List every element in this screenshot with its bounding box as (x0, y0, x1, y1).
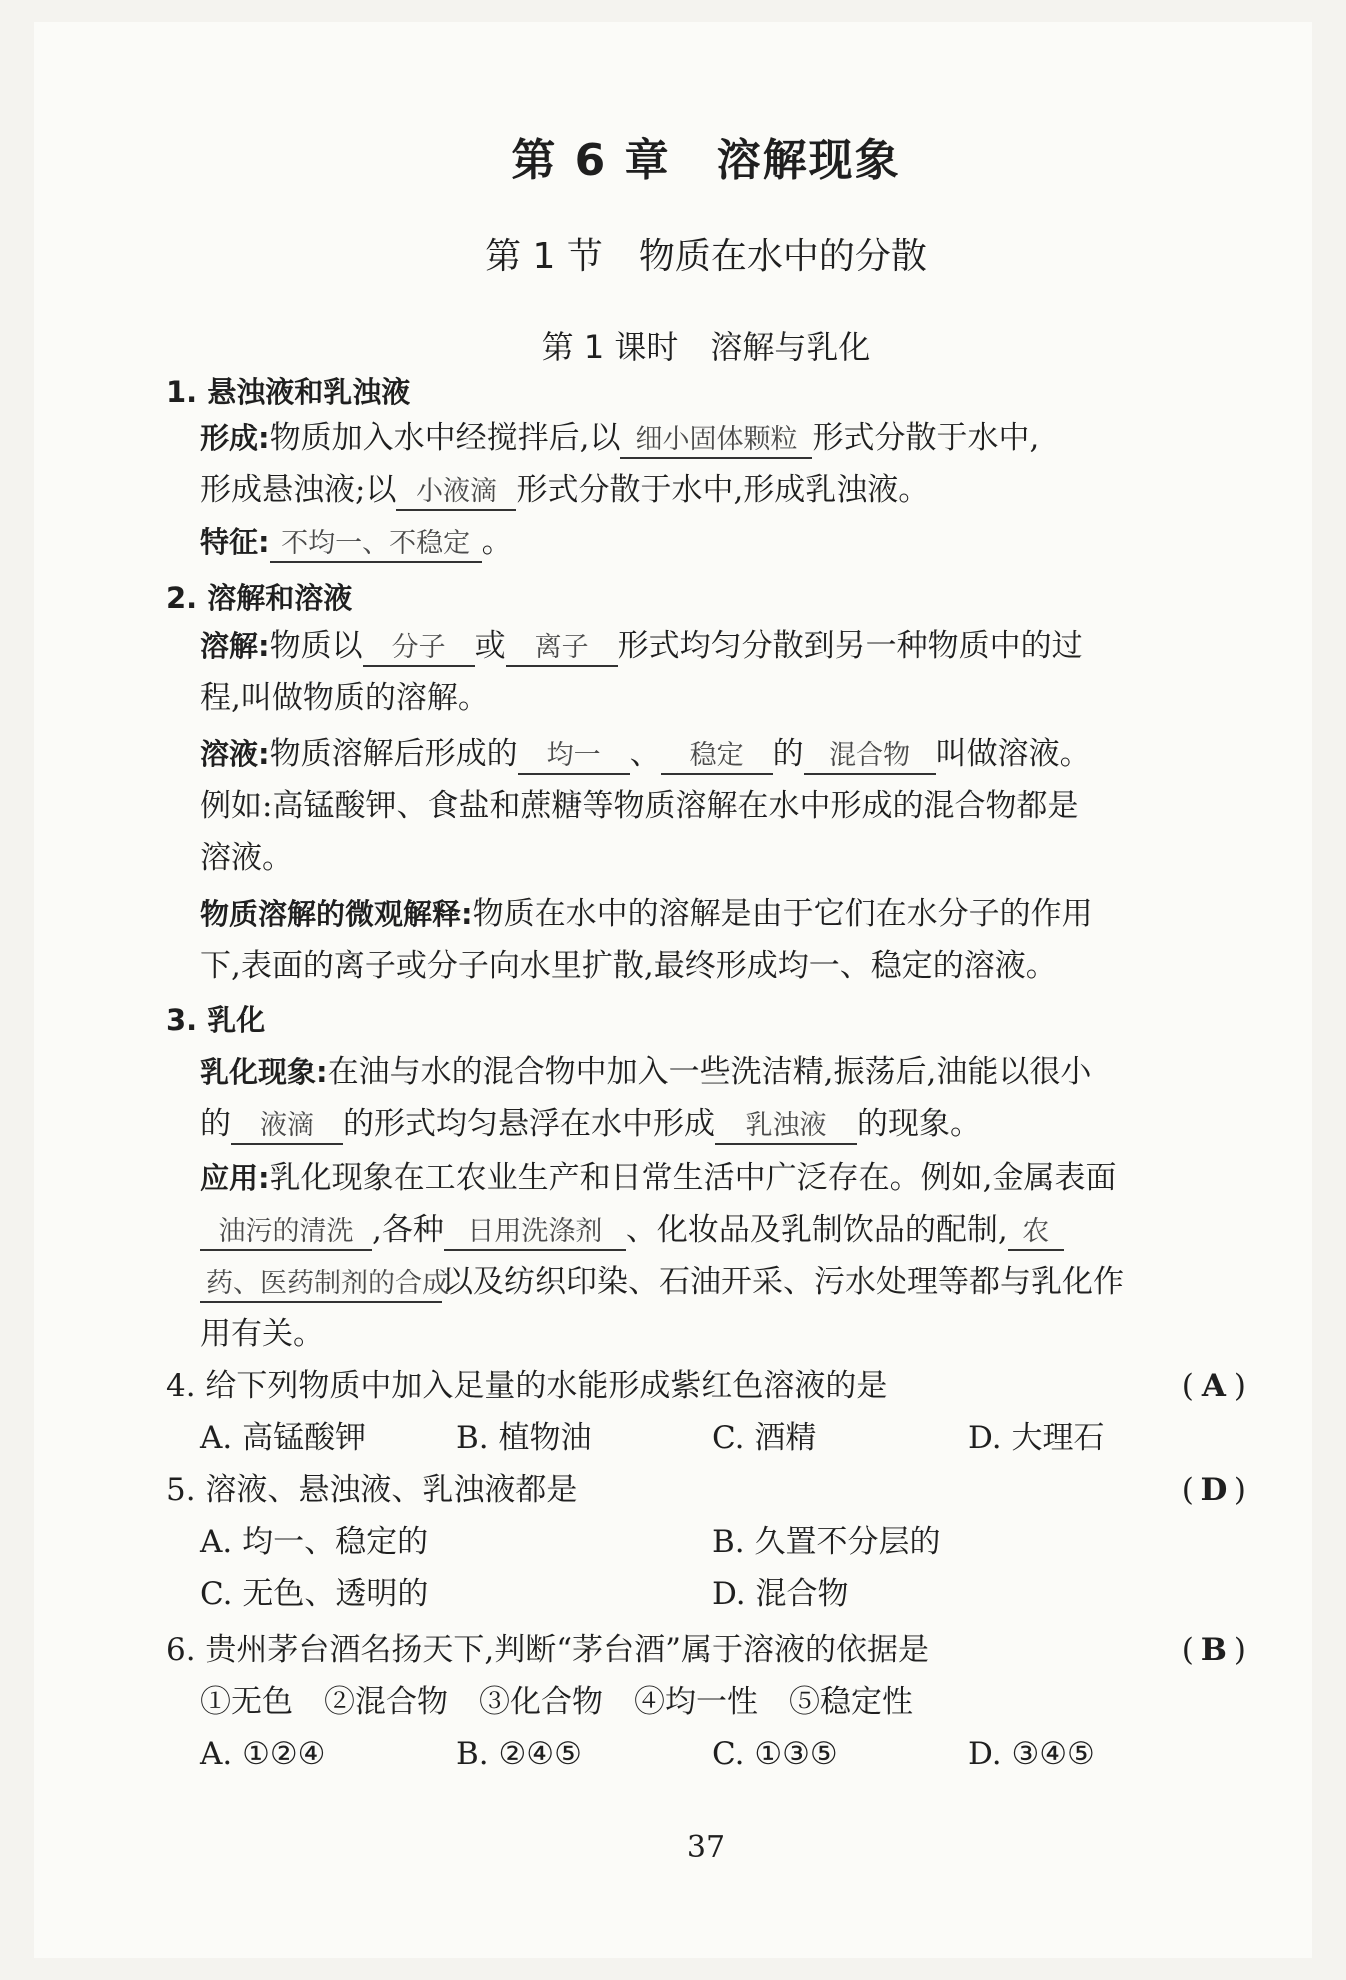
q6-stem: 6. 贵州茅台酒名扬天下,判断“茅台酒”属于溶液的依据是 (166, 1632, 929, 1668)
text: 物质加入水中经搅拌后,以 (269, 420, 621, 456)
chapter-title: 第 6 章 溶解现象 (511, 135, 901, 186)
text: 物质在水中的溶解是由于它们在水分子的作用 (472, 896, 1093, 932)
answer-letter: D (1200, 1472, 1228, 1508)
lesson-title: 第 1 课时 溶解与乳化 (541, 328, 871, 366)
text: 形式分散于水中, (812, 420, 1040, 456)
text: 以及纺织印染、石油开采、污水处理等都与乳化作 (442, 1264, 1124, 1300)
phenomenon-label: 乳化现象: (200, 1055, 328, 1089)
text: 形式均匀分散到另一种物质中的过 (617, 628, 1083, 664)
q5-option-b: B. 久置不分层的 (712, 1524, 941, 1560)
q3-phenomenon-line1 (200, 1052, 1280, 1092)
formation-label: 形成: (200, 421, 270, 455)
answer-letter: A (1201, 1368, 1226, 1404)
answer-blank: 药、医药制剂的合成 (200, 1267, 442, 1303)
worksheet-page (34, 22, 1312, 1958)
q5-option-d: D. 混合物 (712, 1576, 849, 1612)
text: 物质溶解后形成的 (269, 736, 518, 772)
text: 叫做溶液。 (935, 736, 1091, 772)
q5-stem: 5. 溶液、悬浊液、乳浊液都是 (166, 1472, 578, 1508)
answer-blank: 分子 (363, 631, 475, 667)
text: 。 (481, 524, 513, 560)
q6-option-c: C. ①③⑤ (712, 1736, 838, 1772)
answer-blank: 不均一、不稳定 (270, 527, 482, 563)
q1-formation-line1 (200, 418, 1280, 459)
q4-stem: 4. 给下列物质中加入足量的水能形成紫红色溶液的是 (166, 1368, 888, 1404)
text: 或 (474, 628, 506, 664)
text: 的 (772, 736, 804, 772)
q2-dissolve-line2: 程,叫做物质的溶解。 (200, 680, 489, 716)
q3-phenomenon-line2 (200, 1104, 1280, 1145)
text: 的现象。 (857, 1106, 981, 1142)
answer-blank: 细小固体颗粒 (620, 423, 812, 459)
q1-heading: 1. 悬浊液和乳浊液 (166, 375, 411, 409)
q3-application-line4: 用有关。 (200, 1316, 324, 1352)
q1-formation-line2 (200, 470, 1280, 511)
q6-items: ①无色 ②混合物 ③化合物 ④均一性 ⑤稳定性 (200, 1684, 913, 1720)
answer-blank: 均一 (518, 739, 630, 775)
q4-option-a: A. 高锰酸钾 (200, 1420, 367, 1456)
q5-answer: ( D ) (1181, 1472, 1246, 1508)
dissolve-label: 溶解: (200, 629, 270, 663)
q3-heading: 3. 乳化 (166, 1003, 266, 1037)
text: 、化妆品及乳制饮品的配制, (625, 1212, 1008, 1248)
answer-blank: 离子 (506, 631, 618, 667)
text: ,各种 (372, 1212, 444, 1248)
text: 形成悬浊液;以 (200, 472, 397, 508)
section-title: 第 1 节 物质在水中的分散 (485, 236, 927, 277)
text: 乳化现象在工农业生产和日常生活中广泛存在。例如,金属表面 (269, 1160, 1117, 1196)
q2-dissolve-line1 (200, 626, 1280, 667)
q1-feature-line (200, 522, 1280, 563)
answer-blank: 小液滴 (396, 475, 516, 511)
answer-blank: 乳浊液 (715, 1109, 857, 1145)
text: 的形式均匀悬浮在水中形成 (343, 1106, 715, 1142)
answer-blank: 混合物 (804, 739, 936, 775)
text: 在油与水的混合物中加入一些洗洁精,振荡后,油能以很小 (327, 1054, 1092, 1090)
micro-label: 物质溶解的微观解释: (200, 897, 473, 931)
text: 形式分散于水中,形成乳浊液。 (516, 472, 930, 508)
q3-application-line1 (200, 1158, 1280, 1198)
q2-example-line2: 溶液。 (200, 840, 293, 876)
answer-letter: B (1200, 1632, 1227, 1668)
q2-micro-line1 (200, 894, 1280, 934)
q4-option-d: D. 大理石 (968, 1420, 1105, 1456)
q3-application-line3 (200, 1262, 1280, 1303)
q4-option-b: B. 植物油 (456, 1420, 592, 1456)
text: 的 (200, 1106, 231, 1142)
q5-option-a: A. 均一、稳定的 (200, 1524, 429, 1560)
q5-option-c: C. 无色、透明的 (200, 1576, 429, 1612)
q6-answer: ( B ) (1181, 1632, 1246, 1668)
q4-answer: ( A ) (1181, 1368, 1246, 1404)
answer-blank: 液滴 (231, 1109, 343, 1145)
answer-blank: 日用洗涤剂 (444, 1215, 626, 1251)
q6-option-a: A. ①②④ (200, 1736, 326, 1772)
answer-blank: 油污的清洗 (200, 1215, 372, 1251)
feature-label: 特征: (200, 525, 270, 559)
answer-blank: 农 (1008, 1215, 1064, 1251)
q2-example-line1: 例如:高锰酸钾、食盐和蔗糖等物质溶解在水中形成的混合物都是 (200, 788, 1079, 824)
application-label: 应用: (200, 1161, 270, 1195)
q4-option-c: C. 酒精 (712, 1420, 817, 1456)
q2-micro-line2: 下,表面的离子或分子向水里扩散,最终形成均一、稳定的溶液。 (200, 948, 1057, 984)
q2-solution-line (200, 734, 1280, 775)
q3-application-line2 (200, 1210, 1280, 1251)
solution-label: 溶液: (200, 737, 270, 771)
text: 物质以 (269, 628, 363, 664)
page-number: 37 (686, 1830, 726, 1865)
answer-blank: 稳定 (661, 739, 773, 775)
q2-heading: 2. 溶解和溶液 (166, 581, 353, 615)
text: 、 (629, 736, 661, 772)
q6-option-d: D. ③④⑤ (968, 1736, 1095, 1772)
q6-option-b: B. ②④⑤ (456, 1736, 582, 1772)
